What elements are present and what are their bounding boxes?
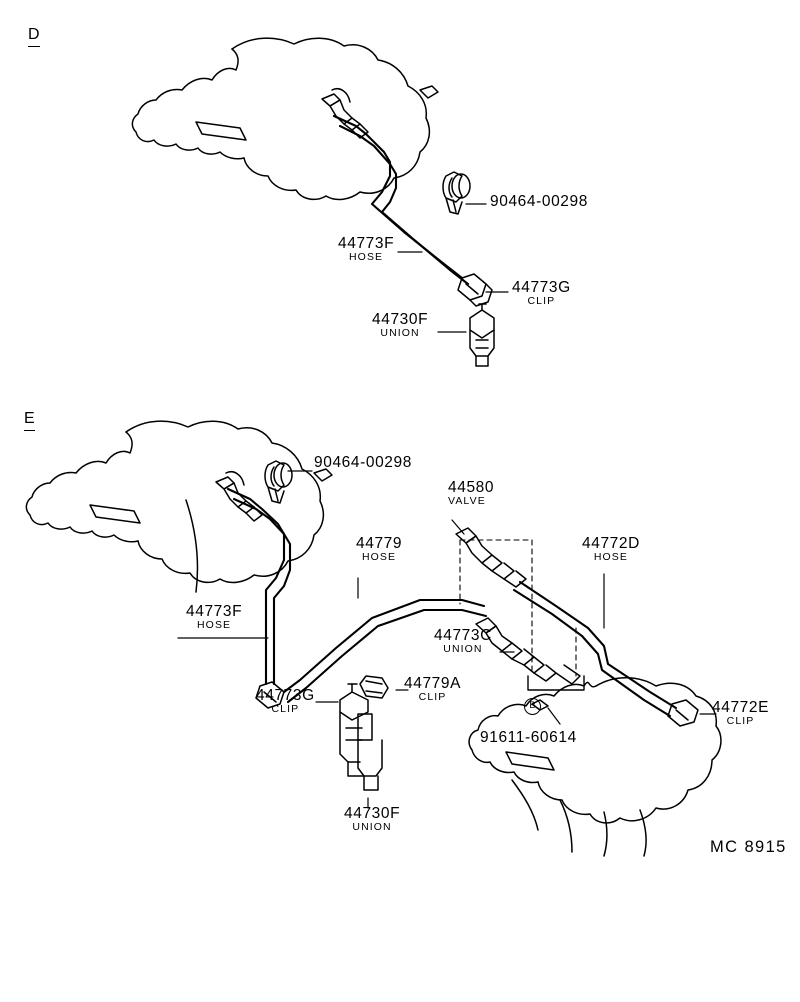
part-90464-00298-e: 90464-00298: [314, 454, 412, 471]
part-90464-00298-d: 90464-00298: [490, 193, 588, 210]
section-letter-d: D: [28, 26, 40, 47]
part-44580-valve-e: 44580 VALVE: [448, 479, 495, 508]
part-44779-hose-e: 44779 HOSE: [356, 535, 403, 564]
part-44772e-clip-e: 44772E CLIP: [712, 699, 770, 728]
booster-outline-e: [26, 421, 332, 592]
union-44730f-d: [470, 304, 494, 366]
clamp-90464-00298-e: [265, 461, 292, 503]
part-44773g-clip-d: 44773G CLIP: [512, 279, 571, 308]
part-44772d-hose-e: 44772D HOSE: [582, 535, 640, 564]
section-letter-e: E: [24, 410, 35, 431]
hose-44773f-e: [228, 489, 290, 684]
clip-44772e-e: [668, 700, 698, 726]
part-44773c-union-e: 44773C UNION: [434, 627, 492, 656]
booster-outline-lower-e: [469, 678, 721, 856]
valve-44580-e: [456, 528, 526, 587]
drawing-code: MC 8915: [710, 838, 787, 856]
union-44730f-e: [340, 684, 382, 790]
part-44730f-union-d: 44730F UNION: [372, 311, 429, 340]
clamp-90464-00298-d: [443, 172, 470, 214]
clip-44773g-d: [458, 274, 492, 306]
part-44773f-hose-d: 44773F HOSE: [338, 235, 395, 264]
bolt-marker-icon: B: [524, 698, 541, 715]
part-44773f-hose-e: 44773F HOSE: [186, 603, 243, 632]
part-44730f-union-e: 44730F UNION: [344, 805, 401, 834]
part-44779a-clip-e: 44779A CLIP: [404, 675, 462, 704]
booster-outline-d: [132, 38, 438, 199]
part-91611-60614-e: 91611-60614: [480, 729, 577, 746]
part-44773g-clip-e: 44773G CLIP: [256, 687, 315, 716]
clip-44779a-e: [360, 676, 388, 698]
hose-fitting-44773f-e: [216, 477, 262, 521]
